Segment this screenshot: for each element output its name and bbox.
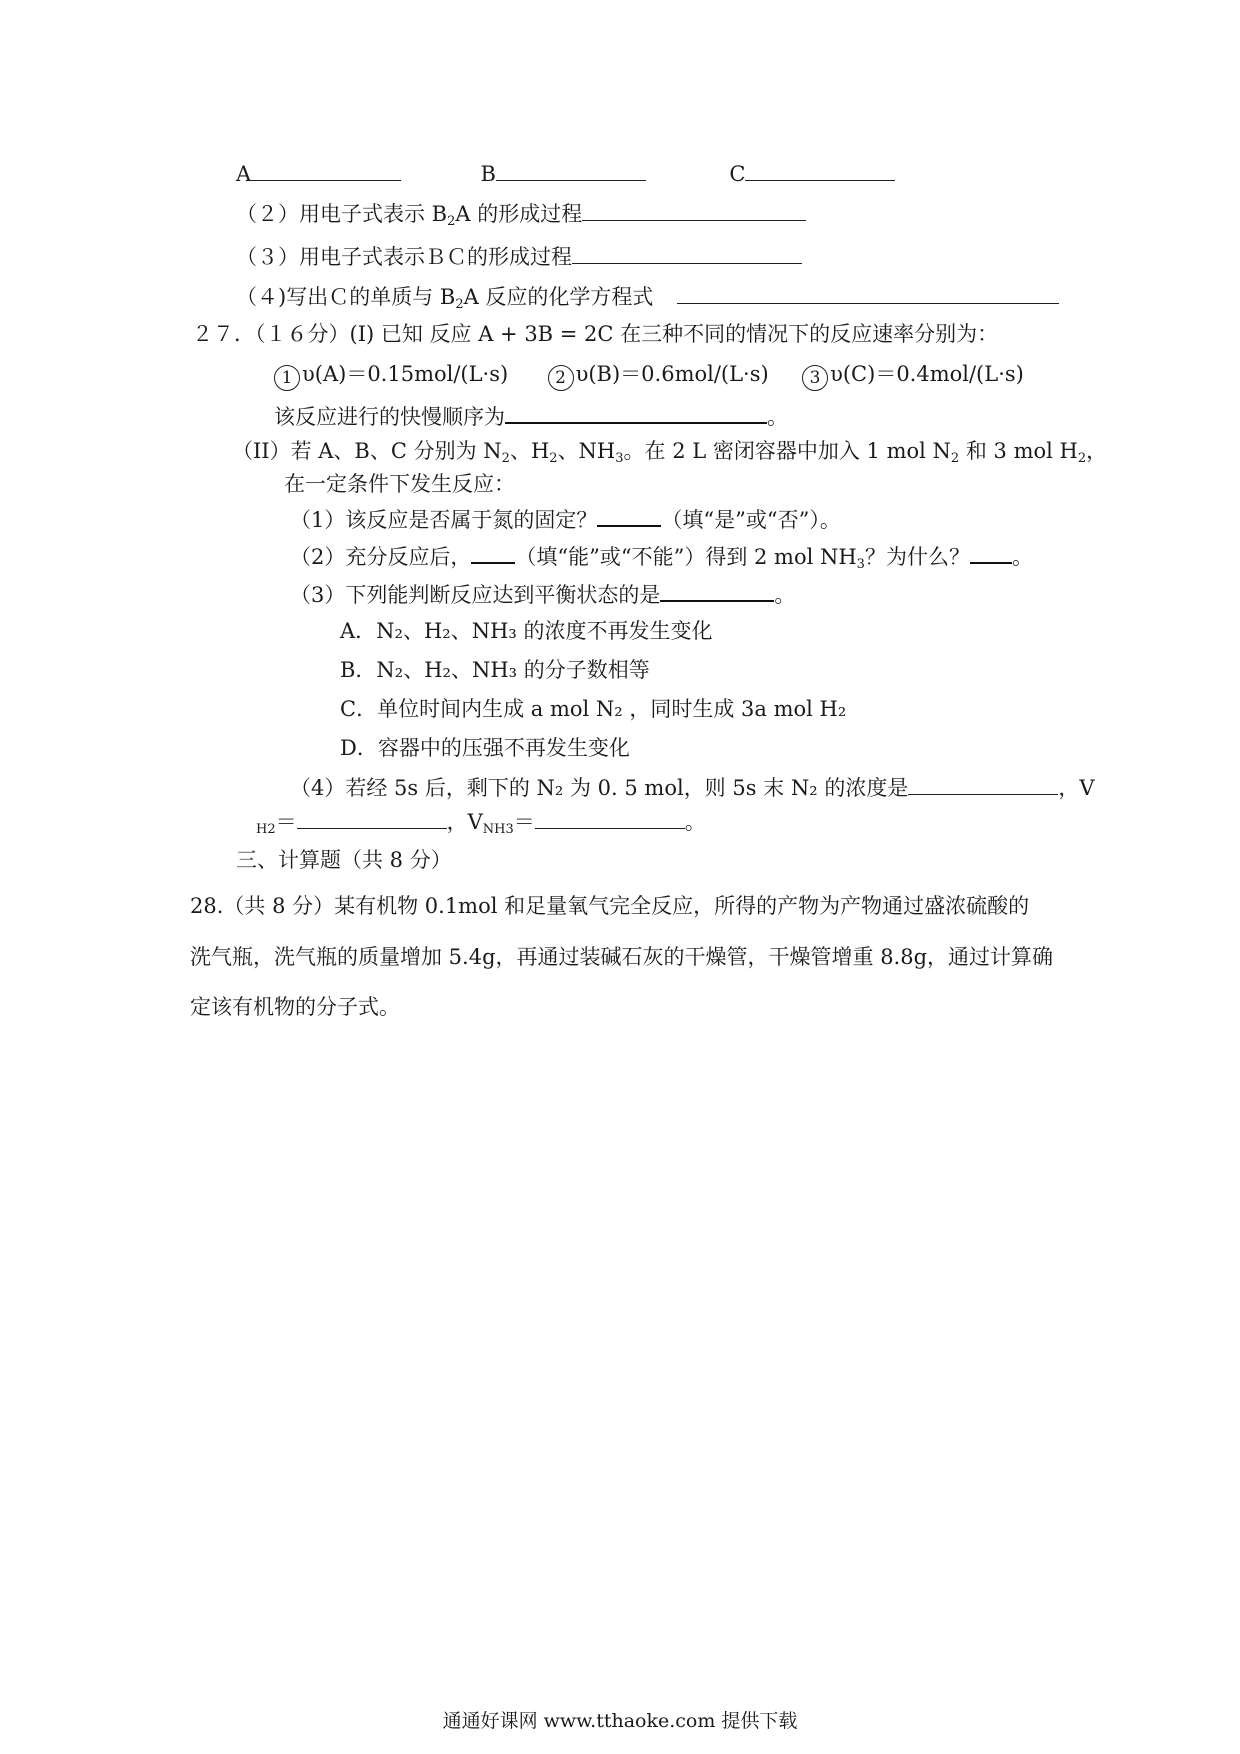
- answer-blank-sub2b[interactable]: [970, 540, 1012, 564]
- q27-part2-line1: [232, 437, 1107, 473]
- q26-part3-text: （３）用电子式表示ＢＣ的形成过程: [236, 245, 572, 269]
- footer-text: 通通好课网 www.tthaoke.com 提供下载: [442, 1710, 798, 1732]
- option-a: A．N₂、H₂、NH₃ 的浓度不再发生变化: [340, 619, 713, 643]
- sub1-tail: （填“是”或“否”）。: [661, 508, 841, 532]
- subscript-h2: H2: [256, 822, 276, 837]
- subscript: 3: [856, 557, 865, 572]
- option-b: B．N₂、H₂、NH₃ 的分子数相等: [340, 658, 650, 682]
- sub2-mid: （填“能”或“不能”）得到 2 mol NH: [515, 545, 857, 569]
- q27-sub2: [290, 540, 1033, 579]
- subscript: 3: [615, 451, 624, 466]
- rate-3: υ(C)＝0.4mol/(L·s): [830, 362, 1024, 386]
- period: 。: [767, 405, 788, 429]
- q26-part2: [236, 198, 806, 236]
- q27-part2-line2: 在一定条件下发生反应：: [284, 472, 515, 496]
- q27-sub4-line1: [290, 772, 1095, 802]
- answer-blank-sub3[interactable]: [660, 578, 774, 602]
- q27-intro: ２７．（１６分）(I) 已知 反应 A + 3B = 2C 在三种不同的情况下的反应速率分别为：: [192, 322, 999, 346]
- q26-part2-tail: A 的形成过程: [455, 202, 583, 226]
- sub2-tail: ？为什么？: [864, 545, 970, 569]
- q28-line3: 定该有机物的分子式。: [190, 995, 400, 1019]
- answer-blank-sub2a[interactable]: [471, 540, 515, 564]
- part2-text: 。在 2 L 密闭容器中加入 1 mol N: [623, 439, 951, 463]
- option-d: D．容器中的压强不再发生变化: [340, 736, 630, 760]
- q26-blank-row: [236, 158, 895, 188]
- order-text: 该反应进行的快慢顺序为: [274, 405, 505, 429]
- subscript: 2: [950, 451, 960, 466]
- q26-part3: [236, 241, 802, 271]
- rate-2: υ(B)＝0.6mol/(L·s): [575, 362, 769, 386]
- q26-part4-text: （４)写出Ｃ的单质与 B: [236, 285, 456, 309]
- answer-blank-vnh3[interactable]: [535, 806, 685, 829]
- answer-blank-c[interactable]: [745, 158, 895, 181]
- period: 。: [684, 810, 706, 834]
- subscript: 2: [1077, 451, 1087, 466]
- q26-part2-text: （２）用电子式表示 B: [236, 202, 448, 226]
- sub3-text: （3）下列能判断反应达到平衡状态的是: [290, 583, 661, 607]
- q27-sub4-line2: [256, 806, 706, 844]
- sub4-comma-v: ，V: [446, 810, 483, 834]
- answer-blank-vh2[interactable]: [297, 806, 447, 829]
- q27-sub1: [290, 503, 841, 534]
- answer-blank-a[interactable]: [251, 158, 401, 181]
- answer-blank-part4[interactable]: [677, 281, 1059, 304]
- label-a: A: [236, 162, 252, 186]
- label-b: B: [480, 162, 496, 186]
- subscript: 2: [455, 297, 464, 312]
- equals: ＝: [275, 810, 297, 834]
- answer-blank-concentration[interactable]: [908, 772, 1058, 795]
- option-c: C．单位时间内生成 a mol N₂ ，同时生成 3a mol H₂: [340, 697, 847, 721]
- part2-text: ，: [1086, 439, 1108, 463]
- sub4-text: （4）若经 5s 后，剩下的 N₂ 为 0. 5 mol，则 5s 末 N₂ 的浓度是: [290, 776, 909, 800]
- answer-blank-sub1[interactable]: [597, 503, 661, 527]
- circled-number-1: 1: [274, 365, 300, 391]
- sub1-text: （1）该反应是否属于氮的固定？: [290, 508, 598, 532]
- subscript: 2: [501, 451, 510, 466]
- part2-text: 、NH: [557, 439, 616, 463]
- q28-line1: 28.（共 8 分）某有机物 0.1mol 和足量氧气完全反应，所得的产物为产物通过盛浓硫酸的: [190, 894, 1030, 918]
- sub2-text: （2）充分反应后，: [290, 545, 472, 569]
- q28-line2: 洗气瓶，洗气瓶的质量增加 5.4g，再通过装碱石灰的干燥管，干燥管增重 8.8g，通过计算确: [190, 945, 1054, 969]
- q27-sub3: [290, 578, 795, 609]
- circled-number-2: 2: [548, 365, 574, 391]
- q26-part4: [236, 281, 1059, 319]
- subscript-nh3: NH3: [482, 822, 514, 837]
- q27-rates: [274, 360, 1024, 391]
- subscript: 2: [447, 214, 456, 229]
- answer-blank-part2[interactable]: [582, 198, 806, 221]
- subscript: 2: [549, 451, 558, 466]
- period: 。: [1011, 545, 1033, 569]
- label-c: C: [729, 162, 746, 186]
- rate-1: υ(A)＝0.15mol/(L·s): [302, 362, 509, 386]
- q27-order: [274, 400, 788, 431]
- part2-text: （II）若 A、B、C 分别为 N: [232, 439, 502, 463]
- q26-part4-tail: A 反应的化学方程式: [463, 285, 654, 309]
- part2-text: 和 3 mol H: [959, 439, 1078, 463]
- equals: ＝: [513, 810, 535, 834]
- sub4-v: ，V: [1058, 776, 1095, 800]
- circled-number-3: 3: [802, 365, 828, 391]
- part2-text: 、H: [509, 439, 550, 463]
- answer-blank-b[interactable]: [496, 158, 646, 181]
- answer-blank-part3[interactable]: [572, 241, 802, 264]
- answer-blank-order[interactable]: [505, 400, 767, 424]
- period: 。: [774, 583, 796, 607]
- section3-title: 三、计算题（共 8 分）: [236, 848, 452, 872]
